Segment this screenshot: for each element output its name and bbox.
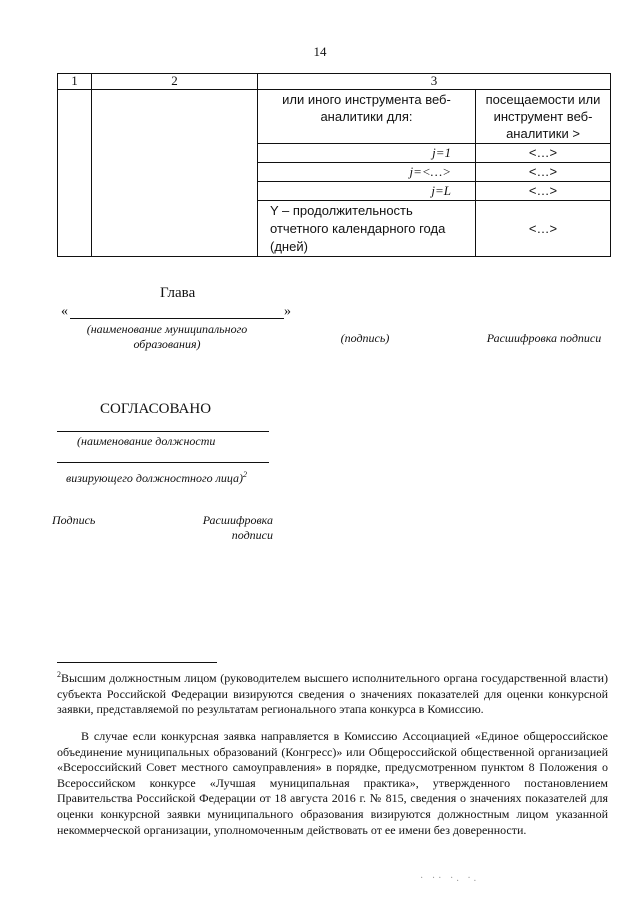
j-row-value: <…> bbox=[476, 163, 611, 182]
table-cell-empty bbox=[92, 90, 258, 257]
footnote-ref: 2 bbox=[243, 470, 248, 479]
footnote-mark: 2 bbox=[57, 670, 61, 679]
j-row-label: j=<…> bbox=[258, 163, 476, 182]
page-number: 14 bbox=[313, 44, 327, 59]
footnote-text-1: Высшим должностным лицом (руководителем высшего исполнительного органа государственной власти) субъекта Российской Федерации визируются сведения о значениях показателей для оценки конкурсной заявки, представляемой по результатам регионального этапа конкурса в Комиссию. bbox=[57, 671, 608, 717]
j-row-value: <…> bbox=[476, 182, 611, 201]
header-col-3: 3 bbox=[258, 74, 611, 90]
j-row-label: j=L bbox=[258, 182, 476, 201]
intro-right-cell: посещаемости или инструмент веб-аналитики > bbox=[476, 90, 611, 144]
scan-marks: · ·· ·. ·. bbox=[420, 873, 480, 884]
header-col-2: 2 bbox=[92, 74, 258, 90]
j-row-value: <…> bbox=[476, 144, 611, 163]
org-name-caption: (наименование муниципального образования) bbox=[86, 322, 248, 351]
table-row bbox=[58, 90, 611, 144]
quote-close: » bbox=[284, 304, 291, 319]
official-caption bbox=[66, 467, 266, 486]
indicators-table bbox=[57, 73, 611, 257]
footnote-paragraph-2: В случае если конкурсная заявка направляется в Комиссию Ассоциацией «Единое общероссийское объединение муниципальных образований (Конгресс)» или Общероссийской общественной организацией «Всероссийский Совет местного самоуправления» в порядке, предусмотренном пунктом 8 Положения о Всероссийском конкурсе «Лучшая муниципальная практика», утвержденного постановлением Правительства Российской Федерации от 18 августа 2016 г. № 815, сведения о значениях показателей для оценки конкурсной заявки муниципального образования визируются должностным лицом указанной некоммерческой организации, уполномоченным действовать от ее имени без доверенности. bbox=[57, 729, 608, 837]
decoding-caption: Расшифровка подписи bbox=[486, 331, 602, 345]
y-row-value: <…> bbox=[476, 201, 611, 257]
official-caption-text: визирующего должностного лица) bbox=[66, 471, 244, 485]
head-title: Глава bbox=[160, 285, 196, 301]
table-cell-empty bbox=[58, 90, 92, 257]
signature-label: Подпись bbox=[52, 513, 96, 527]
official-line bbox=[57, 462, 269, 463]
footnote-separator bbox=[57, 662, 217, 663]
signature-caption: (подпись) bbox=[340, 331, 390, 345]
org-name-line bbox=[70, 318, 284, 319]
table-header-row bbox=[58, 74, 611, 90]
footnote-paragraph-1 bbox=[57, 667, 608, 718]
quote-open: « bbox=[61, 304, 68, 319]
j-row-label: j=1 bbox=[258, 144, 476, 163]
position-caption: (наименование должности bbox=[77, 434, 216, 448]
approval-title: СОГЛАСОВАНО bbox=[100, 401, 212, 417]
position-line bbox=[57, 431, 269, 432]
intro-left-cell: или иного инструмента веб-аналитики для: bbox=[258, 90, 476, 144]
decoding-label: Расшифровка подписи bbox=[202, 513, 273, 542]
y-row-label: Y – продолжительность отчетного календарного года (дней) bbox=[258, 201, 476, 257]
header-col-1: 1 bbox=[58, 74, 92, 90]
